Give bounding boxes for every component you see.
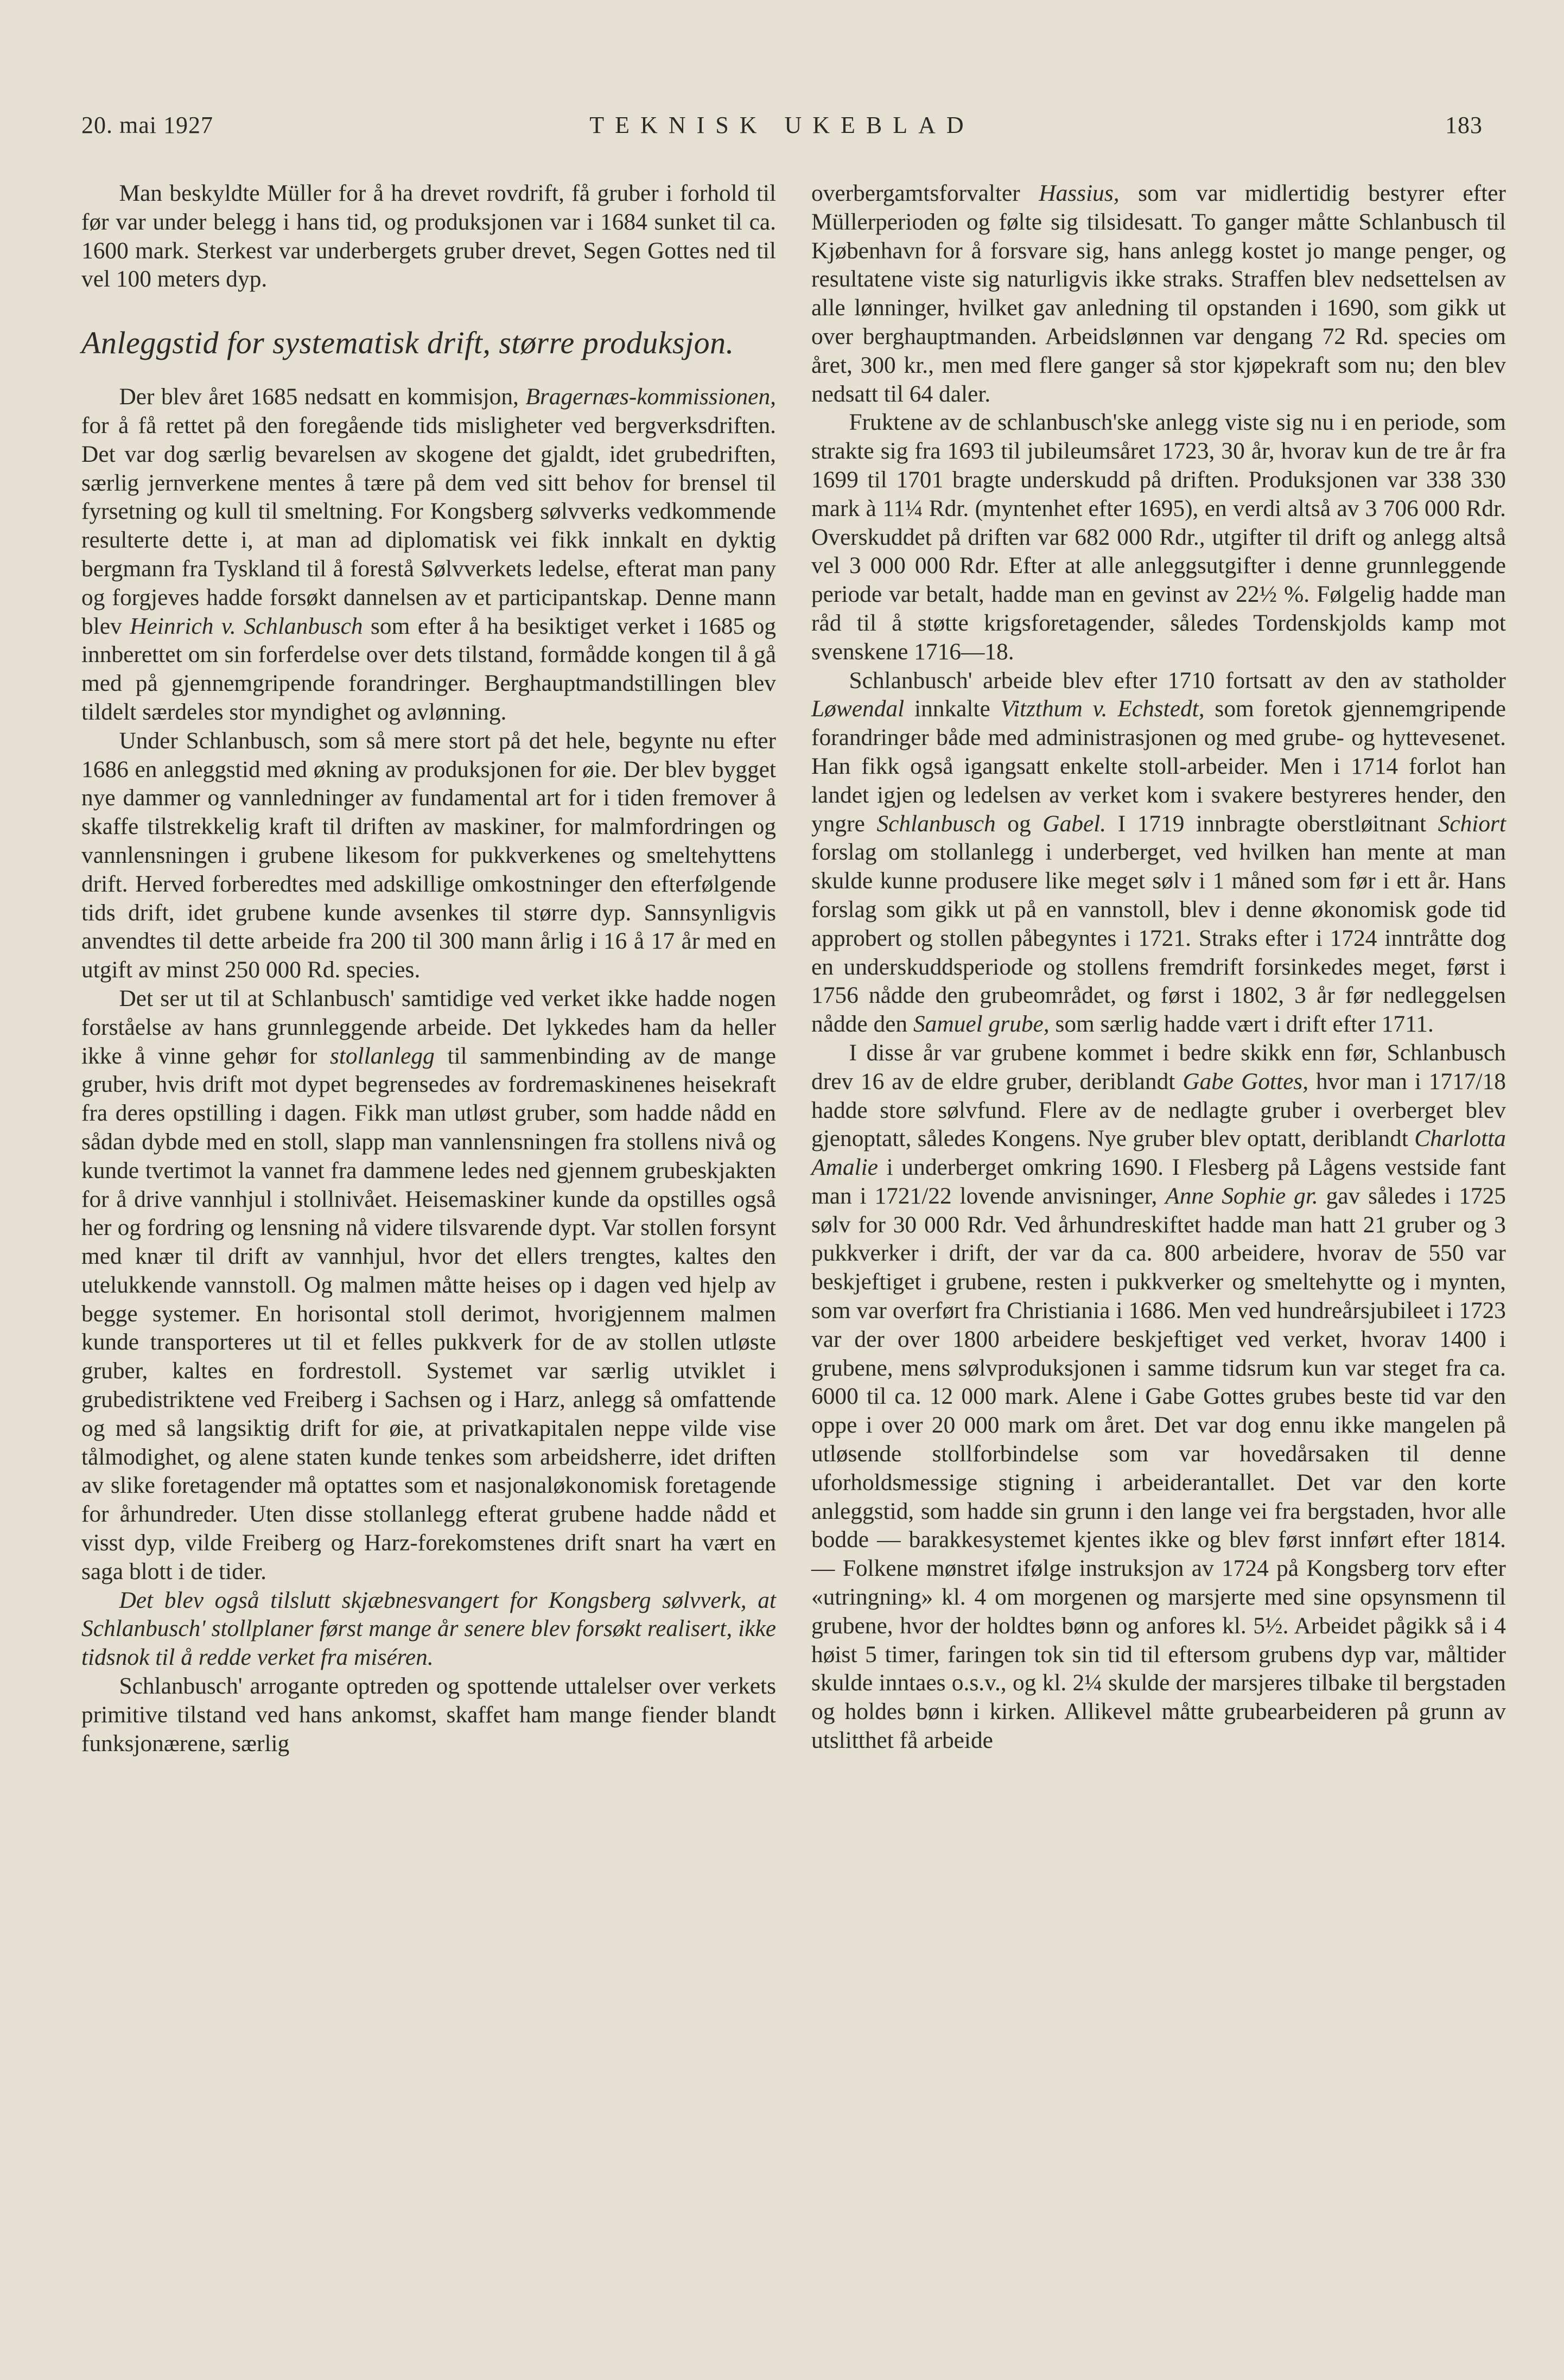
text-run: som efter å ha besiktiget verket i 1685 og innberettet om sin forferdelse over dets tilstand, formådde kongen til å gå med på gjennemgripende forandringer. Berghauptmandstillingen blev tildelt særdeles stor myndighet og avlønning. (81, 613, 777, 725)
text-run: gav således i 1725 sølv for 30 000 Rdr. Ved århundreskiftet hadde man hatt 21 gruber og 3 pukkverker i drift, der var da ca. 800 arbeidere, hvorav de 550 var beskjeftiget i grubene, resten i pukkverker og smeltehytte og i mynten, som var overført fra Christiania i 1686. Men ved hundreårsjubileet i 1723 var der over 1800 arbeidere beskjeftiget ved verket, hvorav 1400 i grubene, mens sølvproduksjonen i samme tidsrum kun var steget fra ca. 6000 til ca. 12 000 mark. Alene i Gabe Gottes grubes beste tid var den oppe i over 20 000 mark om året. Det var dog ennu ikke mangelen på utløsende stollforbindelse som var hovedårsaken til denne uforholdsmessige stigning i arbeiderantallet. Det var den korte anleggstid, som hadde sin grunn i den lange vei fra bergstaden, hvor alle bodde — barakkesystemet kjentes ikke og blev først innført efter 1814. — Folkene mønstret ifølge instruksjon av 1724 på Kongsberg torv efter «utringning» kl. 4 om morgenen og marsjerte med sine opsynsmenn til grubene, hvor der holdtes bønn og anfores kl. 5½. Arbeidet pågikk så i 4 høist 5 timer, faringen tok sin tid til eftersom grubens dyp var, måltider skulde inntaes o.s.v., og kl. 2¼ skulde der marsjeres tilbake til bergstaden og holdes bønn i kirken. Allikevel måtte grubearbeideren på grunn av utslitthet få arbeide (811, 1182, 1506, 1754)
italic-run: Anne Sophie gr. (1165, 1182, 1318, 1209)
italic-run: Samuel grube, (913, 1011, 1050, 1038)
paragraph (811, 666, 1506, 1039)
paragraph (81, 984, 776, 1586)
paragraph: Under Schlanbusch, som så mere stort på det hele, begynte nu efter 1686 en anleggstid med økning av produksjonen for øie. Der blev bygget nye dammer og vannledninger av fundamental art for i tiden fremover å skaffe tilstrekkelig kraft til driften av maskiner, for malmfordringen og vannlensningen i grubene likesom for pukkverkenes og smeltehyttens drift. Herved forberedtes med adskillige omkostninger den efterfølgende tids drift, idet grubene kunde avsenkes til større dyp. Sannsynligvis anvendtes til dette arbeide fra 200 til 300 mann årlig i 16 å 17 år med en utgift av minst 250 000 Rd. species. (81, 727, 776, 983)
italic-run: Gabe Gottes, (1182, 1068, 1309, 1094)
text-run: til sammenbinding av de mange gruber, hvis drift mot dypet begrensedes av fordremaskinenes heisekraft fra deres opstilling i dagen. Fikk man utløst gruber, som hadde nådd en sådan dybde med en stoll, slapp man vannlensningen fra stollens nivå og kunde tvertimot la vannet fra dammene ledes ned gjennem grubeskjakten for å drive vannhjul i stollnivået. Heisemaskiner kunde da opstilles også her og fordring og lensning nå videre tilsvarende dypt. Var stollen forsynt med knær til drift av vannhjul, hvor det ellers trengtes, kaltes den utelukkende vannstoll. Og malmen måtte heises op i dagen ved hjelp av begge systemer. En horisontal stoll derimot, hvorigjennem malmen kunde transporteres ut til et felles pukkverk for de av stollen utløste gruber, kaltes en fordrestoll. Systemet var særlig utviklet i grubedistriktene ved Freiberg i Sachsen og i Harz, anlegg så omfattende og med så langsiktig drift for øie, at privatkapitalen neppe vilde vise tålmodighet, og alene staten kunde tenkes som arbeidsherre, idet driften av slike foretagender må optattes som et nasjonaløkonomisk foretagende for århundreder. Uten disse stollanlegg efterat grubene hadde nådd et visst dyp, vilde Freiberg og Harz-forekomstenes drift snart ha vært en saga blott i de tider. (81, 1042, 776, 1584)
text-run: som foretok gjennemgripende forandringer både med administrasjonen og med grube- og hyttevesenet. Han fikk også igangsatt enkelte stoll-arbeider. Men i 1714 forlot han landet igjen og ledelsen av verket kom i svakere bestyreres hender, den yngre (811, 696, 1506, 837)
paragraph: Schlanbusch' arrogante optreden og spottende uttalelser over verkets primitive tilstand ved hans ankomst, skaffet ham mange fiender blandt funksjonærene, særlig (81, 1673, 776, 1757)
text-run: hvor man i 1717/18 hadde store sølvfund. Flere av de nedlagte gruber i overberget blev gjenoptatt, således Kongens. Nye gruber blev optatt, deriblandt (811, 1068, 1506, 1152)
italic-run: Gabel. (1042, 810, 1107, 837)
italic-run: Bragernæs-kommissionen, (525, 384, 776, 410)
section-heading: Anleggstid for systematisk drift, større produksjon. (81, 325, 734, 361)
italic-run: Schlanbusch (876, 810, 996, 837)
text-run: som særlig hadde vært i drift efter 1711. (1049, 1011, 1434, 1038)
italic-run: stollanlegg (329, 1042, 435, 1069)
text-run: Det ser ut til at Schlanbusch' samtidige ved verket ikke hadde nogen forståelse av hans grunnleggende arbeide. Det lykkedes ham da heller ikke å vinne gehør for (81, 985, 776, 1069)
text-run: og (995, 810, 1043, 837)
paragraph (811, 1039, 1506, 1755)
paragraph-italic (81, 1586, 776, 1672)
text-run: forslag om stollanlegg i underberget, ved hvilken han mente at man skulde kunne produsere like meget sølv i 1 måned som før i ett år. Hans forslag som gikk ut på en vannstoll, blev i denne økonomisk gode tid approbert og stollen påbegyntes i 1721. Straks efter i 1724 inntråtte dog en underskuddsperiode og stollens fremdrift forsinkedes meget, først i 1756 nådde den grubeområdet, og først i 1802, 3 år før nedleggelsen nådde den (811, 839, 1506, 1038)
text-run: I disse år var grubene kommet i bedre skikk enn før, Schlanbusch drev 16 av de eldre gruber, deriblandt (811, 1039, 1506, 1094)
paragraph: Man beskyldte Müller for å ha drevet rovdrift, få gruber i forhold til før var under belegg i hans tid, og produksjonen var i 1684 sunket til ca. 1600 mark. Sterkest var underbergets gruber drevet, Segen Gottes ned til vel 100 meters dyp. (81, 180, 776, 292)
italic-run: Schiort (1438, 810, 1506, 837)
italic-run: Hassius, (1039, 180, 1120, 206)
page-number: 183 (1445, 112, 1483, 138)
journal-title: TEKNISK UKEBLAD (589, 112, 975, 138)
italic-run: Vitzthum v. Echstedt, (1000, 696, 1205, 722)
text-run: i underberget omkring 1690. I Flesberg på Lågens vestside fant man i 1721/22 lovende anvisninger, (811, 1154, 1506, 1209)
right-column (811, 179, 1506, 1755)
italic-run: Heinrich v. Schlanbusch (130, 613, 363, 639)
paragraph (811, 179, 1506, 408)
italic-run: Charlotta Amalie (811, 1125, 1506, 1181)
text-run: som var midlertidig bestyrer efter Müllerperioden og følte sig tilsidesatt. To ganger måtte Schlanbusch til Kjøbenhavn for å forsvare sig, hans anlegg kostet jo mange penger, og resultatene viste sig naturligvis ikke straks. Straffen blev nedsettelsen av alle lønninger, hvilket gav anledning til opstanden i 1690, som gikk ut over berghauptmanden. Arbeidslønnen var dengang 72 Rd. species om året, 300 kr., men med flere ganger så stor kjøpekraft som nu; den blev nedsatt til 64 daler. (811, 180, 1506, 407)
running-head (81, 111, 1483, 144)
text-run: for å få rettet på den foregående tids misligheter ved bergverksdriften. Det var dog særlig bevarelsen av skogene det gjaldt, idet grubedriften, særlig jernverkene mentes å tære på dem ved sitt behov for brensel til fyrsetning og kull til smeltning. For Kongsberg sølvverks vedkommende resulterte dette i, at man ad diplomatisk vei fikk innkalt en dyktig bergmann fra Tyskland til å forestå Sølvverkets ledelse, efterat man pany og forgjeves hadde forsøkt dannelsen av et participantskap. Denne mann blev (81, 412, 776, 639)
issue-date: 20. mai 1927 (81, 112, 213, 138)
text-run: overbergamtsforvalter (811, 180, 1039, 206)
left-column (81, 179, 776, 1758)
text-run: innkalte (904, 696, 1001, 722)
text-run: Schlanbusch' arbeide blev efter 1710 fortsatt av den av statholder (849, 667, 1506, 693)
paragraph: Fruktene av de schlanbusch'ske anlegg viste sig nu i en periode, som strakte sig fra 1693 til jubileumsåret 1723, 30 år, hvorav kun de tre år fra 1699 til 1701 bragte underskudd på driften. Produksjonen var 338 330 mark à 11¼ Rdr. (myntenhet efter 1695), en verdi altså av 3 706 000 Rdr. Overskuddet på driften var 682 000 Rdr., utgifter til drift og anlegg altså vel 3 000 000 Rdr. Efter at alle anleggsutgifter i denne grunnleggende periode var betalt, hadde man en gevinst av 22½ %. Følgelig hadde man råd til å støtte krigsforetagender, således Tordenskjolds kamp mot svenskene 1716—18. (811, 409, 1506, 665)
text-run: Der blev året 1685 nedsatt en kommisjon, (119, 384, 526, 410)
paragraph (81, 383, 776, 727)
italic-run: Det blev også tilslutt skjæbnesvangert for Kongsberg sølvverk, at Schlanbusch' stollplaner først mange år senere blev forsøkt realisert, ikke tidsnok til å redde verket fra miséren. (81, 1587, 776, 1671)
italic-run: Løwendal (811, 696, 905, 722)
text-run: I 1719 innbragte oberstløitnant (1106, 810, 1438, 837)
